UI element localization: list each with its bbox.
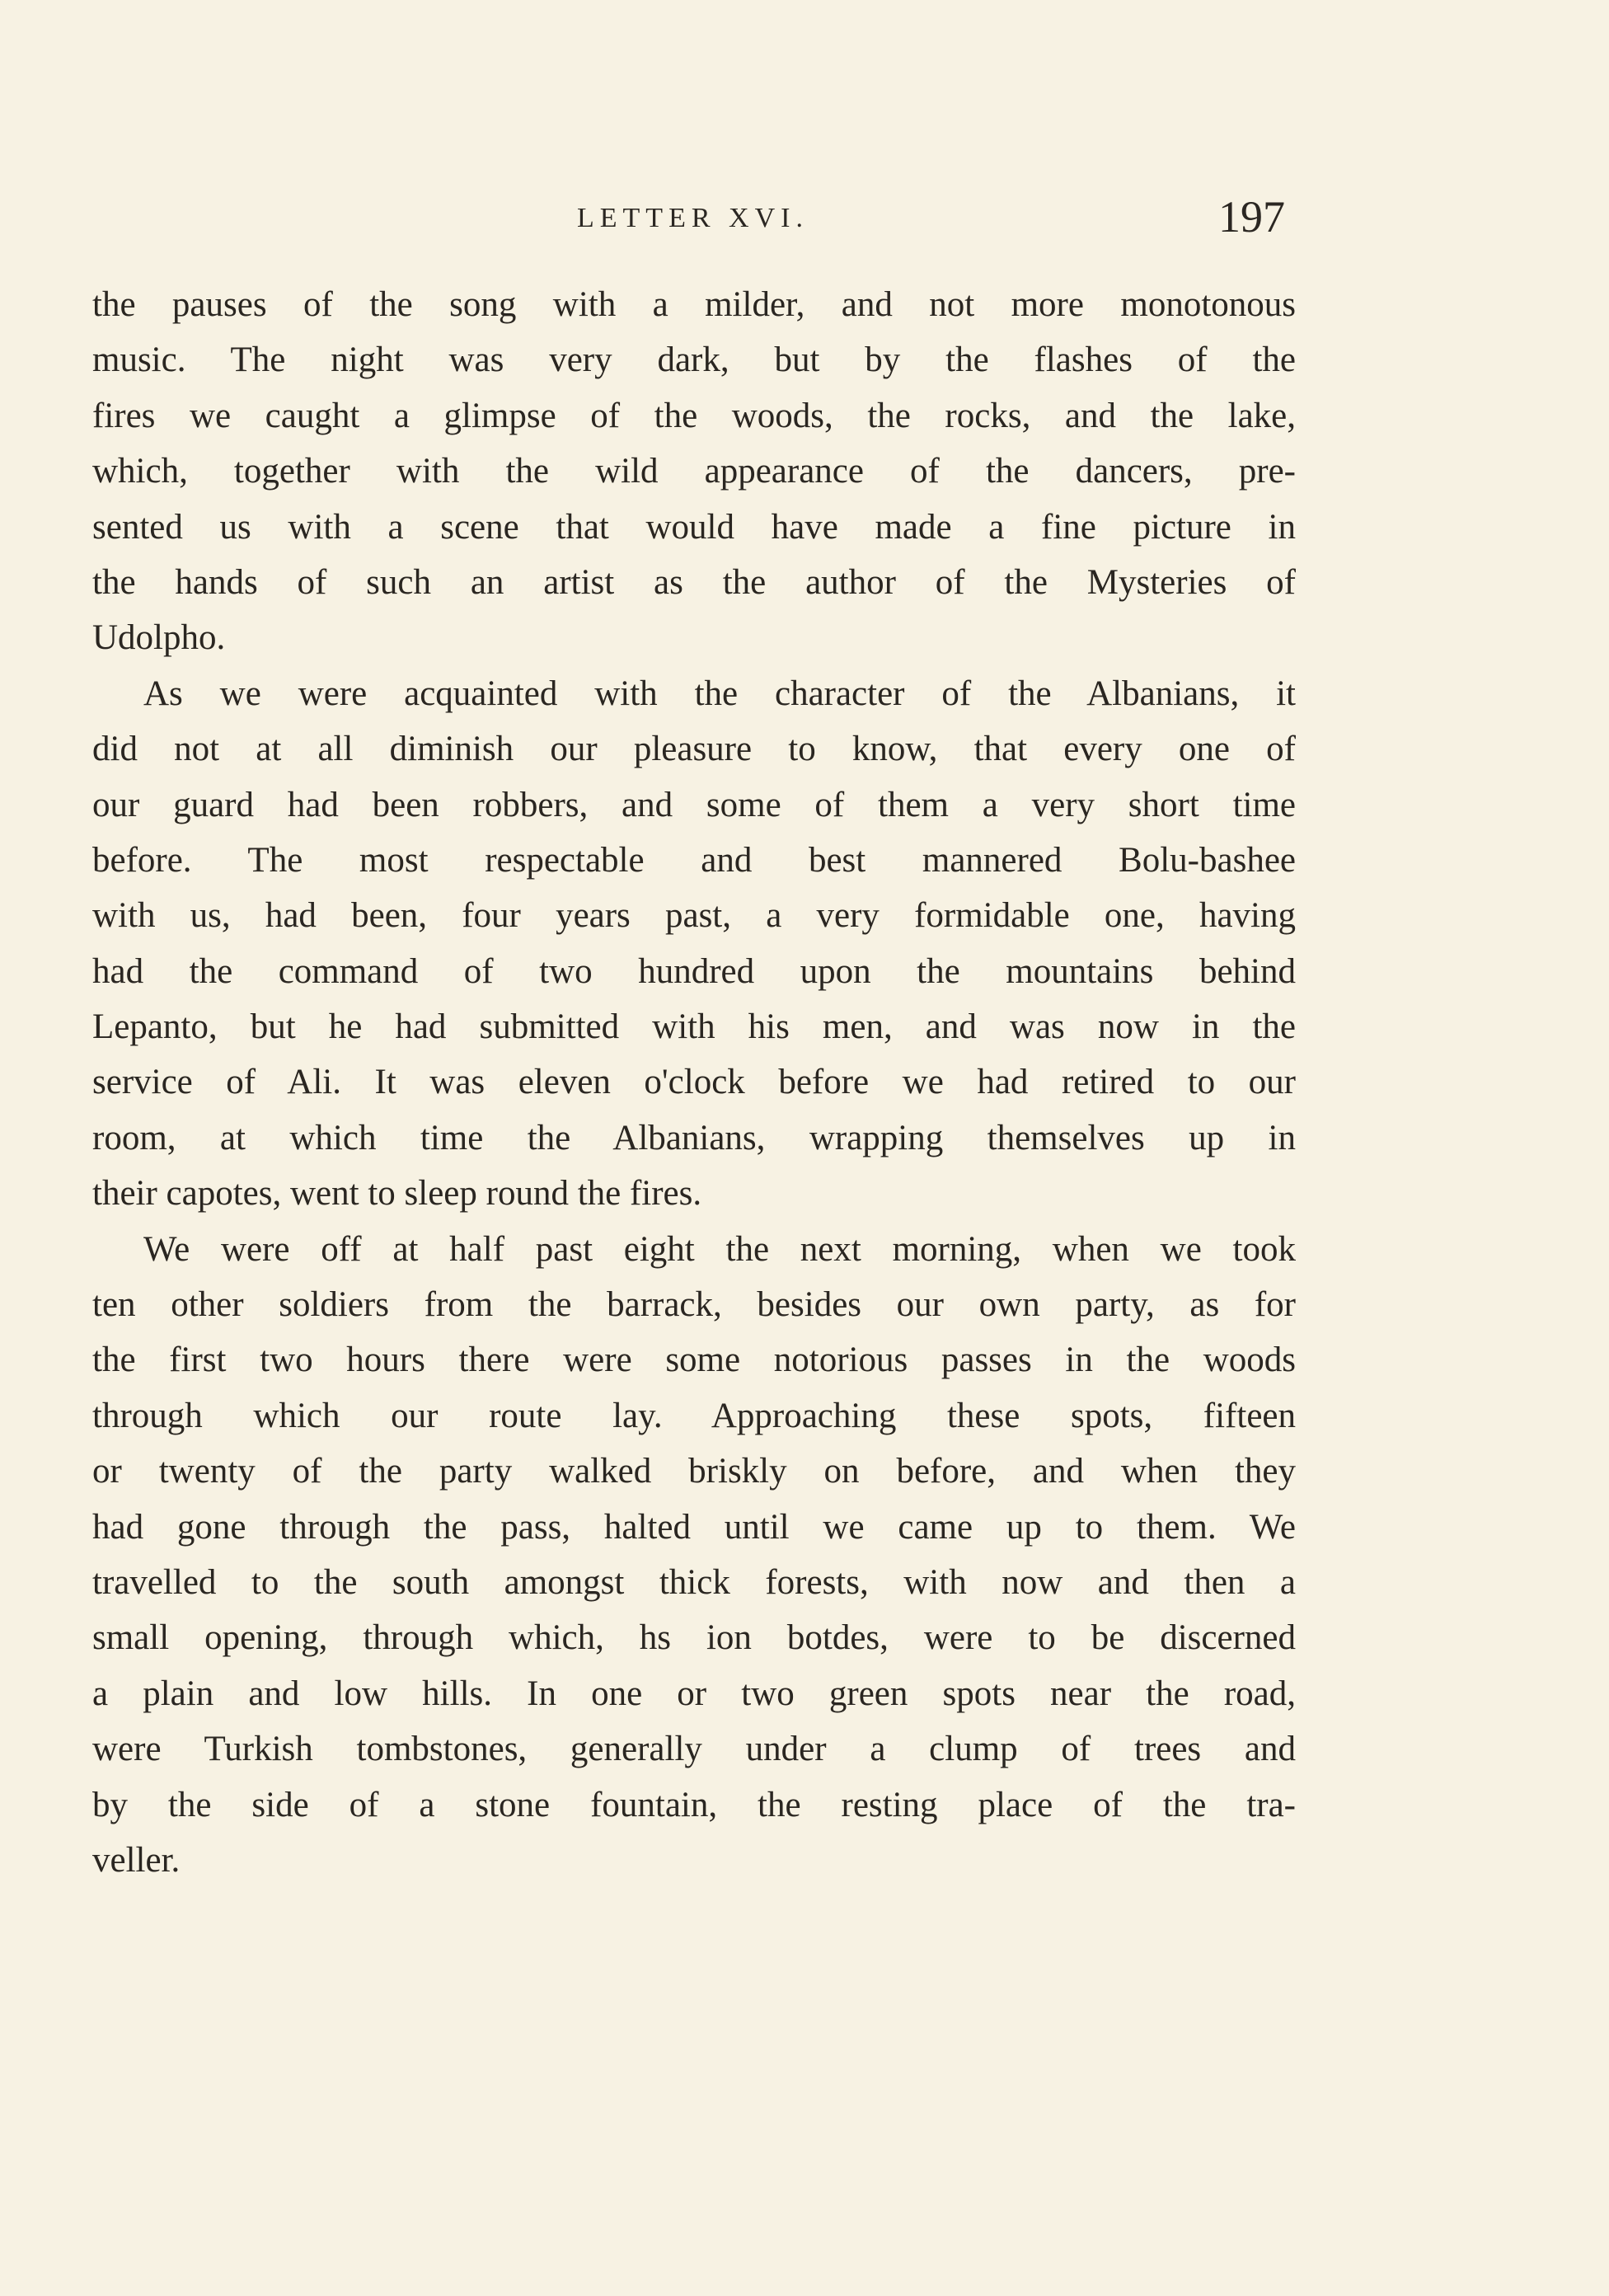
text-line: with us, had been, four years past, a very formidable one, having [92,896,1296,936]
text-line: room, at which time the Albanians, wrapping themselves up in [92,1118,1296,1157]
text-line: Lepanto, but he had submitted with his men, and was now in the [92,1007,1296,1047]
text-line: ten other soldiers from the barrack, besides our own party, as for [92,1285,1296,1325]
text-line: sented us with a scene that would have made a fine picture in [92,507,1296,547]
text-line: veller. [92,1840,181,1880]
running-title: LETTER XVI. [577,203,809,233]
text-line: had the command of two hundred upon the mountains behind [92,951,1296,991]
text-line: Udolpho. [92,618,226,658]
text-line: before. The most respectable and best mannered Bolu-bashee [92,840,1296,880]
text-line: travelled to the south amongst thick forests, with now and then a [92,1562,1296,1602]
text-line: were Turkish tombstones, generally under a clump of trees and [92,1730,1296,1769]
running-head [0,188,1609,246]
text-line: through which our route lay. Approaching these spots, fifteen [92,1396,1296,1435]
paragraph-start-line: As we were acquainted with the character of the Albanians, it [143,674,1296,713]
text-line: the pauses of the song with a milder, and not more monotonous [92,285,1296,324]
page-number: 197 [1218,192,1285,242]
text-line: music. The night was very dark, but by the flashes of the [92,340,1296,380]
body-text [92,277,1296,1888]
text-line: or twenty of the party walked briskly on before, and when they [92,1452,1296,1491]
text-line: the hands of such an artist as the author of the Mysteries of [92,562,1296,602]
text-line: had gone through the pass, halted until we came up to them. We [92,1507,1296,1547]
text-line: a plain and low hills. In one or two green spots near the road, [92,1674,1296,1713]
text-line: fires we caught a glimpse of the woods, the rocks, and the lake, [92,396,1296,435]
text-line: our guard had been robbers, and some of them a very short time [92,785,1296,824]
text-line: which, together with the wild appearance of the dancers, pre- [92,452,1296,491]
text-line: service of Ali. It was eleven o'clock before we had retired to our [92,1063,1296,1102]
text-line: did not at all diminish our pleasure to know, that every one of [92,730,1296,769]
text-line: the first two hours there were some notorious passes in the woods [92,1341,1296,1380]
text-line: by the side of a stone fountain, the resting place of the tra- [92,1785,1296,1824]
paragraph-start-line: We were off at half past eight the next morning, when we took [143,1229,1296,1269]
text-line: their capotes, went to sleep round the fires. [92,1174,702,1214]
text-line: small opening, through which, hs ion botdes, were to be discerned [92,1618,1296,1658]
